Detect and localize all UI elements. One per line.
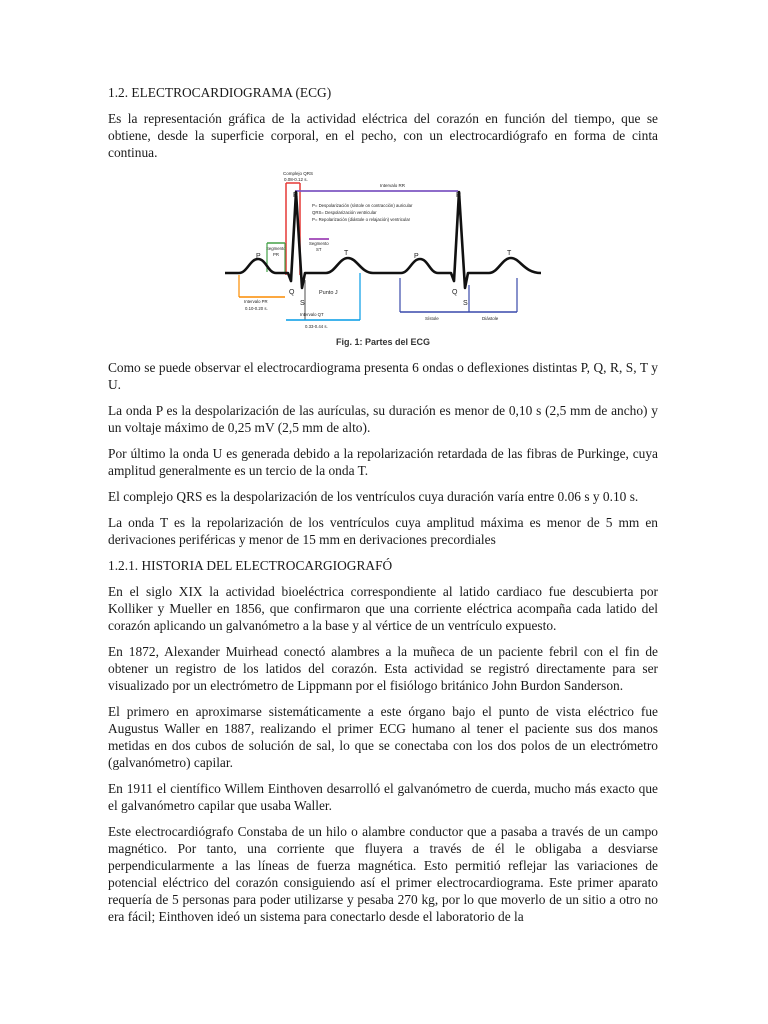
wave-q2-label: Q: [452, 289, 458, 296]
legend-qrs: QRS= Despolarización ventricular: [312, 210, 377, 215]
wave-q1-label: Q: [289, 289, 295, 296]
section-heading-ecg: 1.2. ELECTROCARDIOGRAMA (ECG): [108, 85, 332, 100]
intervalo-rr-label: Intervalo RR: [380, 183, 406, 188]
document-page: [108, 84, 658, 934]
paragraph-historia-1: En el siglo XIX la actividad bioeléctrica correspondiente al latido cardiaco fue descubierta por Kolliker y Mueller en 1856, que confirmaron que una corriente eléctrica acompaña cada latido del corazón aplicando un galvanómetro a la base y al vértice de un ventrículo expuesto.: [108, 584, 658, 633]
intervalo-pr-label: Intervalo PR: [244, 299, 268, 304]
legend-p: P= Despolarización (sístole on contracción) auricular: [312, 203, 413, 208]
sistole-label: Sístole: [425, 316, 439, 321]
wave-p2-label: P: [414, 253, 419, 260]
wave-t2-label: T: [507, 250, 512, 257]
paragraph-historia-2: En 1872, Alexander Muirhead conectó alambres a la muñeca de un paciente febril con el fin de obtener un registro de los latidos del corazón. Esta actividad se registró directamente para ser visualizado por un electrómetro de Lippmann por el fisiólogo británico John Burdon Sanderson.: [108, 644, 658, 693]
intervalo-qt-range: 0.33-0.44 s.: [305, 324, 328, 329]
paragraph-u-wave: Por último la onda U es generada debido a la repolarización retardada de las fibras de Purkinge, cuya amplitud generalmente es un tercio de la onda T.: [108, 446, 658, 478]
intervalo-pr-range: 0.10-0.20 s.: [245, 306, 268, 311]
complejo-qrs-range: 0.08-0.12 s.: [284, 177, 308, 182]
paragraph-t-wave: La onda T es la repolarización de los ventrículos cuya amplitud máxima es menor de 5 mm en derivaciones periféricas y menor de 15 mm en derivaciones precordiales: [108, 515, 658, 547]
paragraph-p-wave: La onda P es la despolarización de las aurículas, su duración es menor de 0,10 s (2,5 mm de ancho) y un voltaje máximo de 0,25 mV (2,5 mm de alto).: [108, 403, 658, 435]
wave-t1-label: T: [344, 250, 349, 257]
paragraph-historia-3: El primero en aproximarse sistemáticamente a este órgano bajo el punto de vista eléctrico fue Augustus Waller en 1887, realizando el primer ECG humano al tener el paciente sus dos manos metidas en dos cubos de solución de sal, lo que se conectaba con los dos polos de un electrómetro (galvanómetro) capilar.: [108, 704, 658, 770]
ecg-intro-paragraph: Es la representación gráfica de la actividad eléctrica del corazón en función del tiempo, que se obtiene, desde la superficie corporal, en el pecho, con un electrocardiógrafo en forma de cinta continua.: [108, 111, 658, 160]
segmento-st-label-2: ST: [316, 247, 322, 252]
figure-caption: Fig. 1: Partes del ECG: [335, 337, 431, 347]
ecg-diagram: [225, 170, 541, 330]
diastole-label: Diástole: [482, 316, 499, 321]
wave-s2-label: S: [463, 300, 468, 307]
paragraph-historia-4: En 1911 el científico Willem Einthoven desarrolló el galvanómetro de cuerda, mucho más exacto que el galvanómetro capilar que usaba Waller.: [108, 781, 658, 813]
punto-j-label: Punto J: [319, 290, 338, 296]
segmento-pr-label: Segmento: [266, 246, 286, 251]
intervalo-qt-label: Intervalo QT: [300, 312, 324, 317]
ecg-figure: [108, 170, 658, 351]
segmento-pr-label-2: PR: [273, 252, 279, 257]
wave-r1-label: R: [293, 192, 299, 199]
segmento-st-label: Segmento: [309, 241, 329, 246]
wave-p1-label: P: [256, 253, 261, 260]
wave-r2-label: R: [456, 192, 462, 199]
complejo-qrs-label: Complejo QRS: [283, 171, 314, 176]
section-heading-historia: 1.2.1. HISTORIA DEL ELECTROCARGIOGRAFÓ: [108, 558, 393, 573]
paragraph-historia-5: Este electrocardiógrafo Constaba de un hilo o alambre conductor que a pasaba a través de un campo magnético. Por tanto, una corriente que fluyera a través de él le obligaba a desviarse perpendicularmente a las líneas de fuerza magnética. Esto permitió reflejar las variaciones de potencial eléctrico del corazón consiguiendo así el primer electrocardiograma. Este primer aparato requería de 5 personas para poder utilizarse y pesaba 270 kg, por lo que moverlo de un sitio a otro no era fácil; Einthoven ideó un sistema para conectarlo desde el laboratorio de la: [108, 824, 658, 924]
legend-t: P= Repolarización (diástole o relajación) ventricular: [312, 217, 411, 222]
paragraph-waves: Como se puede observar el electrocardiograma presenta 6 ondas o deflexiones distintas P, Q, R, S, T y U.: [108, 360, 658, 392]
wave-s1-label: S: [300, 300, 305, 307]
paragraph-qrs: El complejo QRS es la despolarización de los ventrículos cuya duración varía entre 0.06 s y 0.10 s.: [108, 489, 639, 504]
